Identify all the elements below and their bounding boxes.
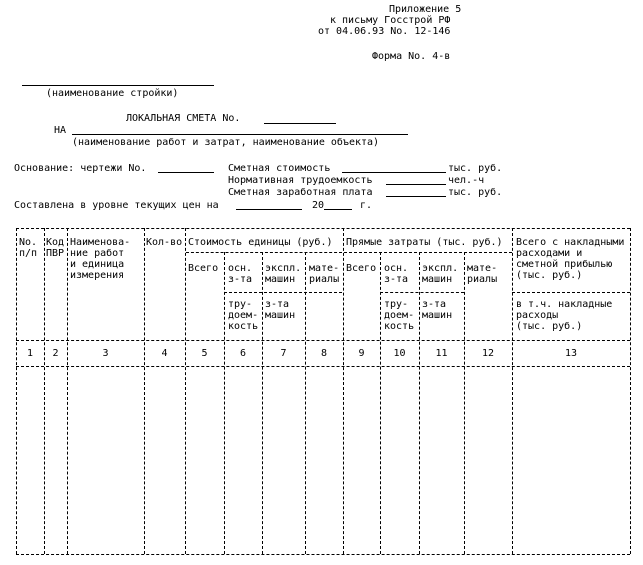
direct-total: Всего xyxy=(346,263,377,274)
wage-unit: тыс. руб. xyxy=(448,187,503,198)
direct-machine-wage: з-та машин xyxy=(422,299,453,321)
col-num-6: 6 xyxy=(239,348,247,359)
table-sub-divider-3 xyxy=(512,292,630,293)
direct-costs-header: Прямые затраты (тыс. руб.) xyxy=(346,237,503,248)
cost-line xyxy=(342,172,446,173)
col-name-header: Наименова- ние работ и единица измерения xyxy=(70,237,131,281)
wage-label: Сметная заработная плата xyxy=(228,187,373,198)
year-line xyxy=(324,209,352,210)
col-sep-6 xyxy=(262,252,263,554)
unit-cost-header: Стоимость единицы (руб.) xyxy=(188,237,333,248)
col-sep-9 xyxy=(380,252,381,554)
direct-labor: тру- доем- кость xyxy=(384,299,415,332)
col-num-12: 12 xyxy=(481,348,495,359)
col-sep-8 xyxy=(343,228,344,554)
estimate-title: ЛОКАЛЬНАЯ СМЕТА No. xyxy=(126,113,241,124)
estimate-number-line xyxy=(264,123,336,124)
unit-cost-total: Всего xyxy=(188,263,219,274)
col-num-8: 8 xyxy=(320,348,328,359)
labor-line xyxy=(386,184,446,185)
unit-cost-machine-wage: з-та машин xyxy=(265,299,296,321)
col-num-3: 3 xyxy=(102,348,109,359)
basis-label: Основание: чертежи No. xyxy=(14,163,147,174)
table-top-border xyxy=(16,228,630,229)
col-sep-11 xyxy=(464,252,465,554)
table-right-border xyxy=(630,228,631,554)
direct-materials: мате- риалы xyxy=(467,263,498,285)
col-num-9: 9 xyxy=(358,348,365,359)
labor-label: Нормативная трудоемкость xyxy=(228,175,373,186)
col-num-10: 10 xyxy=(393,348,406,359)
unit-cost-materials: мате- риалы xyxy=(309,263,340,285)
year-suffix: г. xyxy=(360,200,373,211)
col-num-2: 2 xyxy=(52,348,59,359)
total-header: Всего с накладными расходами и сметной прибылью (тыс. руб.) xyxy=(516,237,625,281)
col-number-header: No. п/п xyxy=(19,237,38,259)
direct-machines: экспл. машин xyxy=(422,263,459,285)
table-sub-divider-2 xyxy=(380,292,464,293)
cost-label: Сметная стоимость xyxy=(228,163,331,174)
labor-unit: чел.-ч xyxy=(448,175,485,186)
col-num-7: 7 xyxy=(280,348,287,359)
estimate-object-line xyxy=(72,134,408,135)
appendix-label: Приложение 5 xyxy=(389,4,462,15)
col-num-11: 11 xyxy=(435,348,448,359)
unit-cost-labor: тру- доем- кость xyxy=(228,299,259,332)
col-sep-12 xyxy=(512,228,513,554)
col-sep-5 xyxy=(224,252,225,554)
year-prefix: 20 xyxy=(312,200,325,211)
col-sep-4 xyxy=(185,228,186,554)
unit-cost-wage: осн. з-та xyxy=(228,263,253,285)
direct-wage: осн. з-та xyxy=(384,263,409,285)
estimate-caption: (наименование работ и затрат, наименование объекта) xyxy=(72,137,380,148)
table-sub-divider-1 xyxy=(224,292,342,293)
col-sep-10 xyxy=(419,252,420,554)
basis-drawings-line xyxy=(158,172,214,173)
form-number: Форма No. 4-в xyxy=(372,51,451,62)
construction-caption: (наименование стройки) xyxy=(46,88,179,99)
letter-ref: к письму Госстрой РФ xyxy=(330,15,451,26)
col-num-1: 1 xyxy=(26,348,34,359)
table-group-divider-1 xyxy=(186,252,342,253)
col-num-13: 13 xyxy=(564,348,578,359)
col-num-4: 4 xyxy=(161,348,168,359)
col-sep-3 xyxy=(144,228,145,554)
table-group-divider-2 xyxy=(344,252,512,253)
total-overhead: в т.ч. накладные расходы (тыс. руб.) xyxy=(516,299,613,332)
construction-name-line xyxy=(22,85,214,86)
col-sep-1 xyxy=(44,228,45,554)
col-quantity-header: Кол-во xyxy=(146,237,183,248)
col-num-5: 5 xyxy=(201,348,208,359)
price-level-label: Составлена в уровне текущих цен на xyxy=(14,200,219,211)
wage-line xyxy=(386,196,446,197)
table-left-border xyxy=(16,228,17,554)
price-date-line xyxy=(236,209,302,210)
unit-cost-machines: экспл. машин xyxy=(265,263,302,285)
table-header-bottom xyxy=(16,340,630,341)
col-sep-7 xyxy=(305,252,306,554)
estimate-na: НА xyxy=(54,125,67,136)
col-code-header: Код ПВР xyxy=(46,237,65,259)
table-bottom-border xyxy=(16,554,630,555)
col-sep-2 xyxy=(67,228,68,554)
cost-unit: тыс. руб. xyxy=(448,163,503,174)
table-numbers-bottom xyxy=(16,366,630,367)
letter-date: от 04.06.93 No. 12-146 xyxy=(318,26,451,37)
